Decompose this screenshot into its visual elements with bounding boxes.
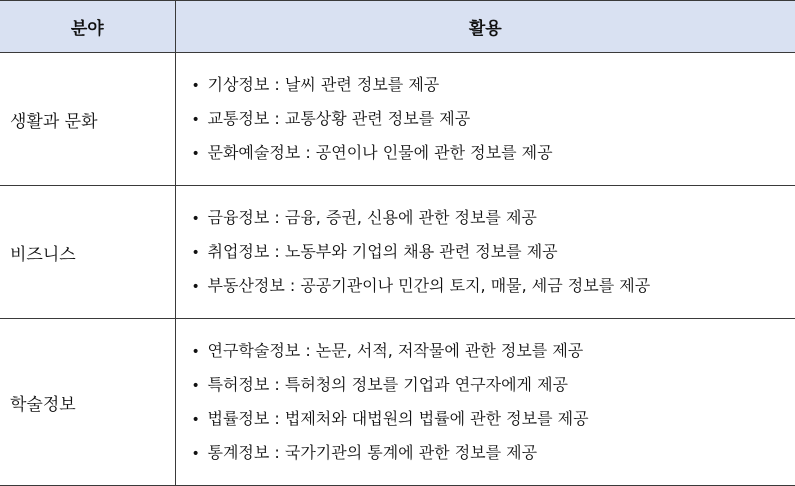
usage-cell bbox=[175, 186, 795, 319]
list-item bbox=[192, 235, 795, 269]
usage-list bbox=[176, 186, 795, 318]
bullet-icon: • bbox=[192, 335, 208, 369]
field-cell: 학술정보 bbox=[0, 319, 175, 486]
list-item bbox=[192, 269, 795, 303]
bullet-icon: • bbox=[192, 437, 208, 471]
usage-cell bbox=[175, 319, 795, 486]
list-item bbox=[192, 136, 795, 170]
field-cell: 비즈니스 bbox=[0, 186, 175, 319]
header-row bbox=[0, 1, 795, 53]
list-item bbox=[192, 68, 795, 102]
list-item bbox=[192, 102, 795, 136]
item-text: 금융정보 : 금융, 증권, 신용에 관한 정보를 제공 bbox=[208, 208, 537, 227]
header-field: 분야 bbox=[0, 1, 175, 53]
item-text: 기상정보 : 날씨 관련 정보를 제공 bbox=[208, 75, 440, 94]
usage-cell bbox=[175, 53, 795, 186]
usage-list bbox=[176, 53, 795, 185]
header-usage: 활용 bbox=[175, 1, 795, 53]
list-item bbox=[192, 368, 795, 402]
bullet-icon: • bbox=[192, 369, 208, 403]
bullet-icon: • bbox=[192, 270, 208, 304]
table-row bbox=[0, 319, 795, 486]
item-text: 교통정보 : 교통상황 관련 정보를 제공 bbox=[208, 109, 471, 128]
item-text: 연구학술정보 : 논문, 서적, 저작물에 관한 정보를 제공 bbox=[208, 341, 584, 360]
bullet-icon: • bbox=[192, 69, 208, 103]
table-row bbox=[0, 186, 795, 319]
item-text: 법률정보 : 법제처와 대법원의 법률에 관한 정보를 제공 bbox=[208, 409, 589, 428]
table-row bbox=[0, 53, 795, 186]
bullet-icon: • bbox=[192, 202, 208, 236]
list-item bbox=[192, 436, 795, 470]
bullet-icon: • bbox=[192, 103, 208, 137]
item-text: 부동산정보 : 공공기관이나 민간의 토지, 매물, 세금 정보를 제공 bbox=[208, 276, 651, 295]
list-item bbox=[192, 334, 795, 368]
item-text: 문화예술정보 : 공연이나 인물에 관한 정보를 제공 bbox=[208, 143, 553, 162]
item-text: 통계정보 : 국가기관의 통계에 관한 정보를 제공 bbox=[208, 443, 538, 462]
list-item bbox=[192, 402, 795, 436]
bullet-icon: • bbox=[192, 403, 208, 437]
item-text: 특허정보 : 특허청의 정보를 기업과 연구자에게 제공 bbox=[208, 375, 568, 394]
bullet-icon: • bbox=[192, 236, 208, 270]
usage-list bbox=[176, 319, 795, 485]
item-text: 취업정보 : 노동부와 기업의 채용 관련 정보를 제공 bbox=[208, 242, 558, 261]
list-item bbox=[192, 201, 795, 235]
bullet-icon: • bbox=[192, 137, 208, 171]
field-cell: 생활과 문화 bbox=[0, 53, 175, 186]
